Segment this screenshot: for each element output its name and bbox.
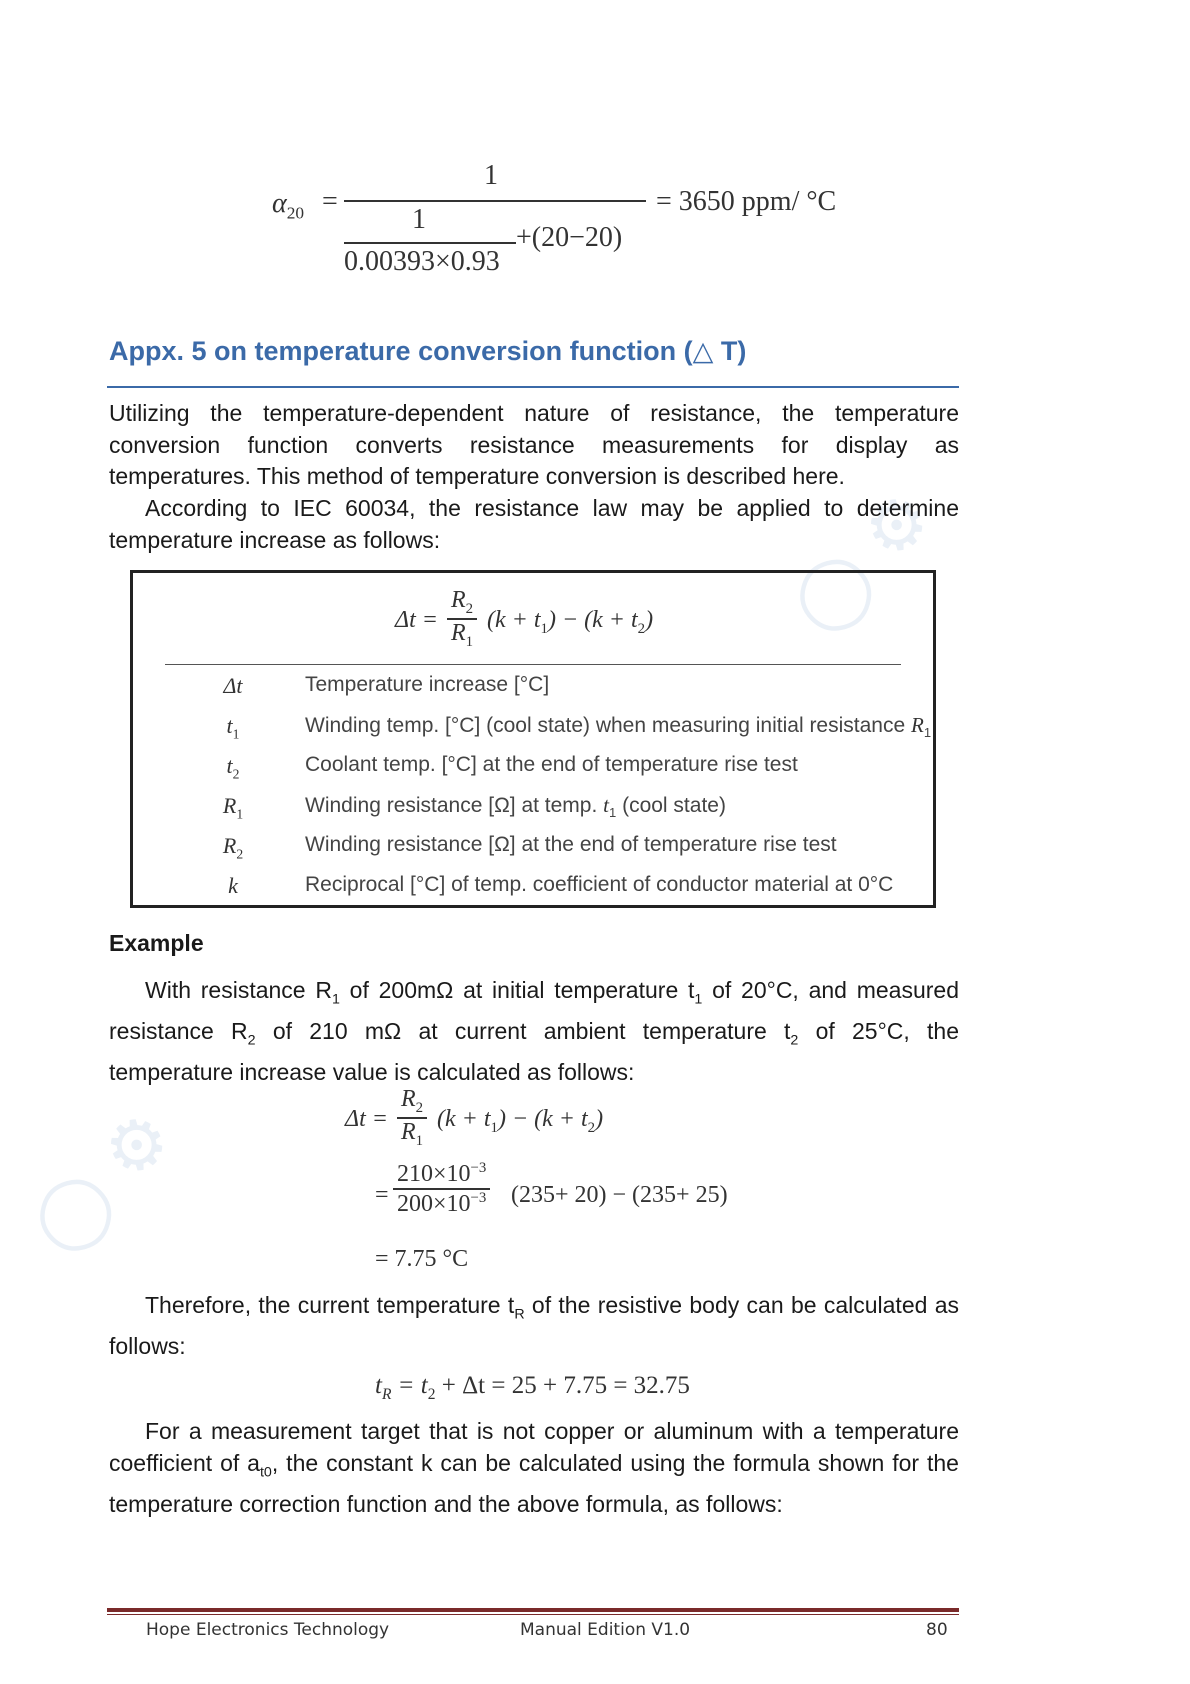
intro-paragraph: Utilizing the temperature-dependent nature of resistance, the temperature conversion function converts resistance measurements for display as temperatures. This method of temperature conversion is described here. [109,400,959,489]
legend-row: $t_2$ Coolant temp. [°C] at the end of temperature rise test [226,753,798,782]
fraction-bar [344,200,646,202]
alpha-formula: $\alpha_{20}$ = 1 1 0.00393×0.93 +(20−20) = 3650 ppm/ °C [272,160,837,277]
box-divider [165,664,901,665]
footer-company: Hope Electronics Technology [146,1620,390,1640]
legend-row: $R_2$ Winding resistance [Ω] at the end of temperature rise test [222,833,837,862]
example-title: Example [109,930,204,956]
tr-formula: $t_R = t_2 + \Delta t = 25 + 7.75 = 32.75$ [375,1372,690,1403]
watermark-shape: ◯ ⚙ [774,474,949,648]
watermark-shape: ◯ ⚙ [14,1094,189,1268]
fraction-bar [344,242,516,244]
footer-rule-thin [107,1614,959,1615]
iec-paragraph: According to IEC 60034, the resistance law may be applied to determine temperature increase as follows: [109,495,959,553]
example-paragraph-3: For a measurement target that is not copper or aluminum with a temperature coefficient of $a_{t0}$, the constant k can be calculated using the formula shown for the temperature correction function and the above formula, as follows: [109,1418,959,1517]
footer-edition: Manual Edition V1.0 [520,1620,691,1640]
example-paragraph-2: Therefore, the current temperature $t_R$ of the resistive body can be calculated as follows: [109,1292,960,1360]
legend-row: $t_1$ Winding temp. [°C] (cool state) when measuring initial resistance $R_1$ [226,713,932,742]
section-heading: Appx. 5 on temperature conversion function (△ T) [109,336,747,366]
legend-row: Δt Temperature increase [°C] [223,673,550,698]
footer-rule [107,1608,959,1612]
footer-page-number: 80 [926,1620,948,1640]
legend-row: $R_1$ Winding resistance [Ω] at temp. $t_1$ (cool state) [222,793,726,822]
heading-rule [107,386,959,388]
formula-legend-box [130,570,936,908]
example-calculation: Δt = $\frac{R_2}{R_1}$ $(k + t_1) - (k + t_2)$ = $\frac{210\times 10^{-3}}{200\times 10^{-3}}$ (235+ 20) − (235+ 25) = 7.75 °C [345,1086,728,1272]
legend-row: k Reciprocal [°C] of temp. coefficient of conductor material at 0°C [228,873,894,898]
box-formula: Δt = $\frac{R_2}{R_1}$ $(k + t_1) - (k + t_2)$ [395,587,654,650]
example-paragraph-1: With resistance $R_1$ of 200mΩ at initial temperature $t_1$ of 20°C, and measured resistance $R_2$ of 210 mΩ at current ambient temperature $t_2$ of 25°C, the temperature increase value is calculated as follows: [109,977,959,1086]
